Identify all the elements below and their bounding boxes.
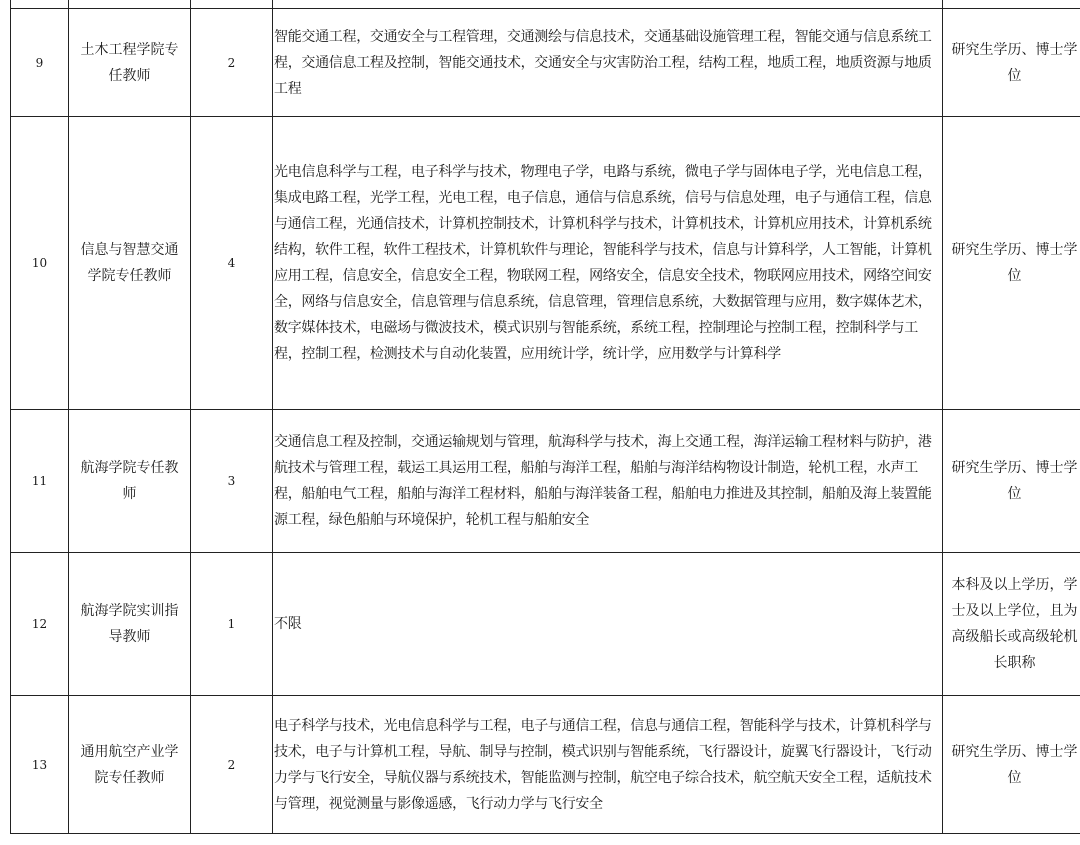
education-requirement: 研究生学历、博士学位 [943,410,1080,553]
row-number: 9 [11,9,69,117]
table-row [11,0,1080,9]
education-requirement: 本科及以上学历，学士及以上学位，且为高级船长或高级轮机长职称 [943,553,1080,696]
headcount [191,0,273,9]
table-row [11,553,1080,696]
table-row [11,9,1080,117]
row-number [11,0,69,9]
position-name [69,0,191,9]
major-requirements: 交通信息工程及控制，交通运输规划与管理，航海科学与技术，海上交通工程，海洋运输工程材料与防护，港航技术与管理工程，载运工具运用工程，船舶与海洋工程，船舶与海洋结构物设计制造，轮机工程，水声工程，船舶电气工程，船舶与海洋工程材料，船舶与海洋装备工程，船舶电力推进及其控制，船舶及海上装置能源工程，绿色船舶与环境保护，轮机工程与船舶安全 [273,410,943,553]
major-requirements [273,0,943,9]
row-number: 10 [11,117,69,410]
major-requirements: 光电信息科学与工程，电子科学与技术，物理电子学，电路与系统，微电子学与固体电子学，光电信息工程，集成电路工程，光学工程，光电工程，电子信息，通信与信息系统，信号与信息处理，电子与通信工程，信息与通信工程，光通信技术，计算机控制技术，计算机科学与技术，计算机技术，计算机应用技术，计算机系统结构，软件工程，软件工程技术，计算机软件与理论，智能科学与技术，信息与计算科学，人工智能，计算机应用工程，信息安全，信息安全工程，物联网工程，网络安全，信息安全技术，物联网应用技术，网络空间安全，网络与信息安全，信息管理与信息系统，信息管理，管理信息系统，大数据管理与应用，数字媒体艺术，数字媒体技术，电磁场与微波技术，模式识别与智能系统，系统工程，控制理论与控制工程，控制科学与工程，控制工程，检测技术与自动化装置，应用统计学，统计学，应用数学与计算科学 [273,117,943,410]
position-name: 通用航空产业学院专任教师 [69,696,191,834]
headcount: 3 [191,410,273,553]
headcount: 2 [191,696,273,834]
row-number: 12 [11,553,69,696]
education-requirement: 研究生学历、博士学位 [943,696,1080,834]
position-name: 土木工程学院专任教师 [69,9,191,117]
headcount: 1 [191,553,273,696]
row-number: 11 [11,410,69,553]
education-requirement: 研究生学历、博士学位 [943,117,1080,410]
major-requirements: 不限 [273,553,943,696]
major-requirements: 电子科学与技术，光电信息科学与工程，电子与通信工程，信息与通信工程，智能科学与技术，计算机科学与技术，电子与计算机工程，导航、制导与控制，模式识别与智能系统，飞行器设计，旋翼飞行器设计，飞行动力学与飞行安全，导航仪器与系统技术，智能监测与控制，航空电子综合技术，航空航天安全工程，适航技术与管理，视觉测量与影像遥感，飞行动力学与飞行安全 [273,696,943,834]
position-name: 航海学院实训指导教师 [69,553,191,696]
recruitment-table-fragment [10,0,1078,834]
position-name: 信息与智慧交通学院专任教师 [69,117,191,410]
major-requirements: 智能交通工程，交通安全与工程管理，交通测绘与信息技术，交通基础设施管理工程，智能交通与信息系统工程，交通信息工程及控制，智能交通技术，交通安全与灾害防治工程，结构工程，地质工程，地质资源与地质工程 [273,9,943,117]
table-row [11,117,1080,410]
table-row [11,410,1080,553]
headcount: 4 [191,117,273,410]
headcount: 2 [191,9,273,117]
education-requirement: 研究生学历、博士学位 [943,9,1080,117]
positions-table [10,0,1080,834]
position-name: 航海学院专任教师 [69,410,191,553]
education-requirement [943,0,1080,9]
row-number: 13 [11,696,69,834]
table-row [11,696,1080,834]
